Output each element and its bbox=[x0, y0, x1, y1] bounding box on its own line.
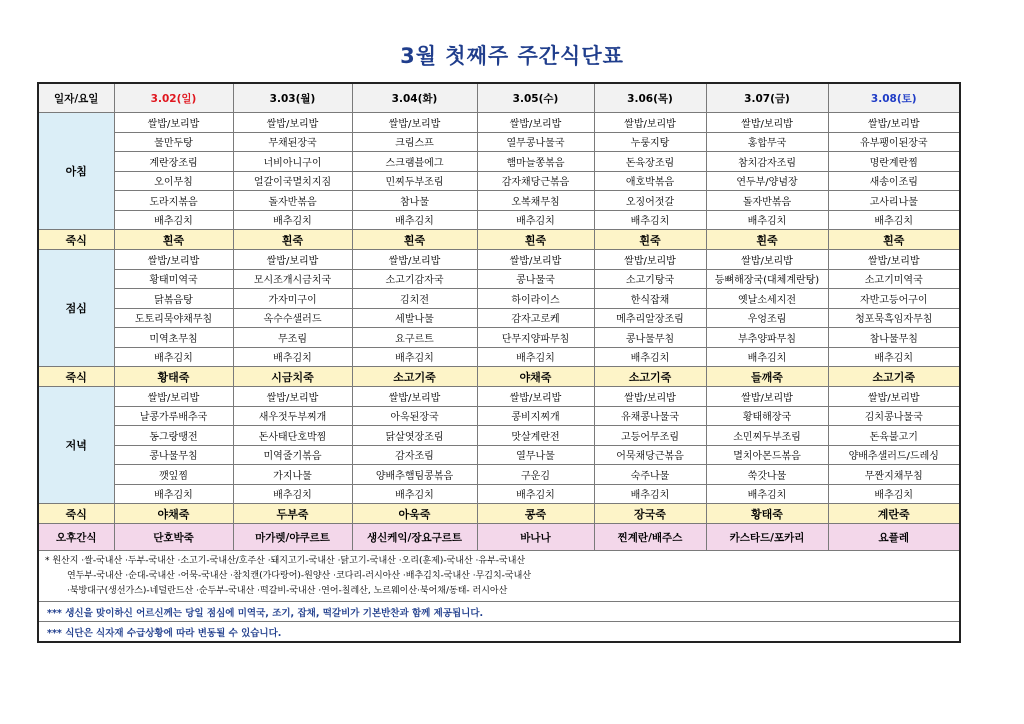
menu-cell: 감자조림 bbox=[352, 445, 477, 465]
menu-cell: 배추김치 bbox=[828, 347, 960, 367]
menu-cell: 감자채당근볶음 bbox=[477, 171, 594, 191]
breakfast-row bbox=[38, 113, 960, 133]
breakfast-row bbox=[38, 171, 960, 191]
breakfast-row bbox=[38, 191, 960, 211]
menu-cell: 콩나물무침 bbox=[114, 445, 233, 465]
menu-cell: 쌀밥/보리밥 bbox=[477, 387, 594, 407]
menu-cell: 요구르트 bbox=[352, 328, 477, 348]
menu-cell: 쌀밥/보리밥 bbox=[114, 250, 233, 270]
menu-cell: 세발나물 bbox=[352, 308, 477, 328]
menu-cell: 하이라이스 bbox=[477, 289, 594, 309]
menu-cell: 오이무침 bbox=[114, 171, 233, 191]
menu-cell: 소고기미역국 bbox=[828, 269, 960, 289]
menu-cell: 쌀밥/보리밥 bbox=[477, 250, 594, 270]
menu-cell: 가지나물 bbox=[233, 465, 352, 485]
menu-cell: 김치전 bbox=[352, 289, 477, 309]
menu-cell: 맛살계란전 bbox=[477, 426, 594, 446]
porridge-cell: 흰죽 bbox=[594, 230, 706, 250]
porridge-cell: 흰죽 bbox=[352, 230, 477, 250]
menu-cell: 배추김치 bbox=[594, 484, 706, 504]
snack-cell: 생신케익/장요구르트 bbox=[352, 524, 477, 551]
dinner-row bbox=[38, 445, 960, 465]
breakfast-row bbox=[38, 210, 960, 230]
dinner-row bbox=[38, 484, 960, 504]
porridge-cell: 장국죽 bbox=[594, 504, 706, 524]
menu-cell: 무짠지채무침 bbox=[828, 465, 960, 485]
menu-cell: 우엉조림 bbox=[706, 308, 828, 328]
lunch-label: 점심 bbox=[38, 250, 114, 367]
menu-cell: 단무지양파무침 bbox=[477, 328, 594, 348]
menu-cell: 쌀밥/보리밥 bbox=[114, 113, 233, 133]
menu-cell: 배추김치 bbox=[706, 484, 828, 504]
menu-cell: 숙주나물 bbox=[594, 465, 706, 485]
porridge-row bbox=[38, 230, 960, 250]
dinner-label: 저녁 bbox=[38, 387, 114, 504]
note-text: *** 식단은 식자재 수급상황에 따라 변동될 수 있습니다. bbox=[38, 622, 960, 643]
menu-cell: 배추김치 bbox=[828, 210, 960, 230]
menu-cell: 콩나물무침 bbox=[594, 328, 706, 348]
breakfast-row bbox=[38, 152, 960, 172]
snack-cell: 바나나 bbox=[477, 524, 594, 551]
porridge-row bbox=[38, 367, 960, 387]
menu-cell: 배추김치 bbox=[477, 484, 594, 504]
porridge-row bbox=[38, 504, 960, 524]
porridge-cell: 흰죽 bbox=[114, 230, 233, 250]
porridge-cell: 흰죽 bbox=[477, 230, 594, 250]
menu-cell: 배추김치 bbox=[114, 210, 233, 230]
menu-cell: 배추김치 bbox=[114, 484, 233, 504]
day-header: 3.07(금) bbox=[706, 83, 828, 113]
day-header: 3.04(화) bbox=[352, 83, 477, 113]
porridge-cell: 소고기죽 bbox=[594, 367, 706, 387]
porridge-cell: 아욱죽 bbox=[352, 504, 477, 524]
menu-cell: 소민찌두부조림 bbox=[706, 426, 828, 446]
menu-cell: 쌀밥/보리밥 bbox=[594, 250, 706, 270]
menu-cell: 옥수수샐러드 bbox=[233, 308, 352, 328]
menu-cell: 쌀밥/보리밥 bbox=[594, 387, 706, 407]
page-title: 3월 첫째주 주간식단표 bbox=[400, 44, 624, 68]
menu-cell: 쌀밥/보리밥 bbox=[828, 250, 960, 270]
snack-row bbox=[38, 524, 960, 551]
menu-cell: 연두부/양념장 bbox=[706, 171, 828, 191]
menu-cell: 쌀밥/보리밥 bbox=[233, 250, 352, 270]
header-row bbox=[38, 83, 960, 113]
dinner-row bbox=[38, 465, 960, 485]
lunch-row bbox=[38, 328, 960, 348]
menu-cell: 부추양파무침 bbox=[706, 328, 828, 348]
porridge-label: 죽식 bbox=[38, 367, 114, 387]
porridge-label: 죽식 bbox=[38, 230, 114, 250]
lunch-row bbox=[38, 289, 960, 309]
menu-cell: 쌀밥/보리밥 bbox=[706, 387, 828, 407]
menu-cell: 새우젓두부찌개 bbox=[233, 406, 352, 426]
porridge-cell: 콩죽 bbox=[477, 504, 594, 524]
origin-notes bbox=[38, 551, 960, 602]
menu-cell: 쌀밥/보리밥 bbox=[352, 387, 477, 407]
lunch-row bbox=[38, 308, 960, 328]
menu-cell: 청포묵흑임자무침 bbox=[828, 308, 960, 328]
porridge-cell: 황태죽 bbox=[706, 504, 828, 524]
menu-cell: 멸치아몬드볶음 bbox=[706, 445, 828, 465]
lunch-row bbox=[38, 347, 960, 367]
menu-cell: 열무콩나물국 bbox=[477, 132, 594, 152]
menu-cell: 가자미구이 bbox=[233, 289, 352, 309]
menu-cell: 콩비지찌개 bbox=[477, 406, 594, 426]
menu-cell: 쌀밥/보리밥 bbox=[828, 113, 960, 133]
menu-cell: 배추김치 bbox=[706, 210, 828, 230]
menu-cell: 물만두탕 bbox=[114, 132, 233, 152]
menu-cell: 돈육불고기 bbox=[828, 426, 960, 446]
note-text: *** 생신을 맞이하신 어르신께는 당일 점심에 미역국, 조기, 잡채, 떡갈비가 기본반찬과 함께 제공됩니다. bbox=[38, 602, 960, 622]
porridge-cell: 들깨죽 bbox=[706, 367, 828, 387]
date-day-header: 일자/요일 bbox=[38, 83, 114, 113]
porridge-cell: 야채죽 bbox=[114, 504, 233, 524]
menu-cell: 배추김치 bbox=[352, 484, 477, 504]
day-header: 3.05(수) bbox=[477, 83, 594, 113]
menu-cell: 애호박볶음 bbox=[594, 171, 706, 191]
menu-cell: 배추김치 bbox=[352, 210, 477, 230]
menu-cell: 쌀밥/보리밥 bbox=[477, 113, 594, 133]
menu-cell: 민찌두부조림 bbox=[352, 171, 477, 191]
origin-row bbox=[38, 551, 960, 602]
menu-cell: 배추김치 bbox=[352, 347, 477, 367]
menu-cell: 자반고등어구이 bbox=[828, 289, 960, 309]
menu-cell: 돌자반볶음 bbox=[706, 191, 828, 211]
menu-cell: 감자고로케 bbox=[477, 308, 594, 328]
menu-cell: 유채콩나물국 bbox=[594, 406, 706, 426]
menu-cell: 구운김 bbox=[477, 465, 594, 485]
menu-cell: 열무나물 bbox=[477, 445, 594, 465]
menu-cell: 미역줄기볶음 bbox=[233, 445, 352, 465]
menu-cell: 돌자반볶음 bbox=[233, 191, 352, 211]
origin-line: * 원산지 ·쌀-국내산 ·두부-국내산 ·소고기-국내산/호주산 ·돼지고기-국내산 ·닭고기-국내산 ·오리(훈제)-국내산 ·유부-국내산 bbox=[45, 556, 526, 566]
lunch-row bbox=[38, 269, 960, 289]
menu-cell: 쌀밥/보리밥 bbox=[352, 113, 477, 133]
menu-cell: 배추김치 bbox=[114, 347, 233, 367]
menu-cell: 홍합무국 bbox=[706, 132, 828, 152]
day-header: 3.08(토) bbox=[828, 83, 960, 113]
menu-cell: 누룽지탕 bbox=[594, 132, 706, 152]
porridge-cell: 시금치죽 bbox=[233, 367, 352, 387]
menu-cell: 크림스프 bbox=[352, 132, 477, 152]
menu-cell: 유부팽이된장국 bbox=[828, 132, 960, 152]
snack-cell: 마가렛/야쿠르트 bbox=[233, 524, 352, 551]
menu-cell: 무조림 bbox=[233, 328, 352, 348]
menu-cell: 양배추햄팀콩볶음 bbox=[352, 465, 477, 485]
porridge-cell: 야채죽 bbox=[477, 367, 594, 387]
note-row bbox=[38, 602, 960, 622]
menu-cell: 쌀밥/보리밥 bbox=[233, 387, 352, 407]
menu-cell: 아욱된장국 bbox=[352, 406, 477, 426]
menu-cell: 도토리묵야채무침 bbox=[114, 308, 233, 328]
porridge-cell: 흰죽 bbox=[828, 230, 960, 250]
menu-cell: 오징어젓갈 bbox=[594, 191, 706, 211]
menu-cell: 스크램블에그 bbox=[352, 152, 477, 172]
menu-cell: 배추김치 bbox=[706, 347, 828, 367]
menu-cell: 너비아니구이 bbox=[233, 152, 352, 172]
porridge-cell: 흰죽 bbox=[706, 230, 828, 250]
menu-cell: 배추김치 bbox=[594, 210, 706, 230]
day-header: 3.06(목) bbox=[594, 83, 706, 113]
dinner-row bbox=[38, 387, 960, 407]
dinner-row bbox=[38, 426, 960, 446]
menu-cell: 계란장조림 bbox=[114, 152, 233, 172]
menu-cell: 닭볶음탕 bbox=[114, 289, 233, 309]
origin-line: ·북방대구(생선가스)-네덜란드산 ·순두부-국내산 ·떡갈비-국내산 ·연어-칠레산, 노르웨이산·북어채/동태- 러시아산 bbox=[67, 586, 508, 596]
porridge-cell: 계란죽 bbox=[828, 504, 960, 524]
menu-cell: 쌀밥/보리밥 bbox=[594, 113, 706, 133]
menu-cell: 쌀밥/보리밥 bbox=[233, 113, 352, 133]
note-row bbox=[38, 622, 960, 643]
menu-cell: 새송이조림 bbox=[828, 171, 960, 191]
menu-cell: 얼갈이국멸치지짐 bbox=[233, 171, 352, 191]
menu-cell: 한식잡채 bbox=[594, 289, 706, 309]
menu-cell: 고등어무조림 bbox=[594, 426, 706, 446]
menu-cell: 배추김치 bbox=[477, 210, 594, 230]
menu-cell: 양배추샐러드/드레싱 bbox=[828, 445, 960, 465]
menu-cell: 소고기감자국 bbox=[352, 269, 477, 289]
breakfast-row bbox=[38, 132, 960, 152]
menu-cell: 돈사태단호박찜 bbox=[233, 426, 352, 446]
menu-cell: 배추김치 bbox=[594, 347, 706, 367]
day-header: 3.02(일) bbox=[114, 83, 233, 113]
snack-cell: 요플레 bbox=[828, 524, 960, 551]
dinner-row bbox=[38, 406, 960, 426]
menu-cell: 쌀밥/보리밥 bbox=[706, 113, 828, 133]
origin-line: 연두부-국내산 ·순대-국내산 ·어묵-국내산 ·참치캔(가다랑어)-원양산 ·코다리-러시아산 ·배추김치-국내산 ·무김치-국내산 bbox=[67, 571, 532, 581]
menu-cell: 무채된장국 bbox=[233, 132, 352, 152]
porridge-cell: 두부죽 bbox=[233, 504, 352, 524]
menu-cell: 모시조개시금치국 bbox=[233, 269, 352, 289]
menu-cell: 명란계란찜 bbox=[828, 152, 960, 172]
menu-cell: 등뼈해장국(대체계란탕) bbox=[706, 269, 828, 289]
menu-cell: 고사리나물 bbox=[828, 191, 960, 211]
lunch-row bbox=[38, 250, 960, 270]
day-header: 3.03(월) bbox=[233, 83, 352, 113]
porridge-cell: 소고기죽 bbox=[352, 367, 477, 387]
menu-cell: 배추김치 bbox=[477, 347, 594, 367]
menu-cell: 쌀밥/보리밥 bbox=[114, 387, 233, 407]
menu-cell: 배추김치 bbox=[233, 210, 352, 230]
porridge-cell: 소고기죽 bbox=[828, 367, 960, 387]
menu-cell: 미역초무침 bbox=[114, 328, 233, 348]
menu-cell: 쌀밥/보리밥 bbox=[828, 387, 960, 407]
menu-cell: 황태미역국 bbox=[114, 269, 233, 289]
menu-cell: 배추김치 bbox=[828, 484, 960, 504]
weekly-menu-table bbox=[37, 82, 961, 643]
menu-cell: 쌀밥/보리밥 bbox=[352, 250, 477, 270]
menu-cell: 깻잎찜 bbox=[114, 465, 233, 485]
menu-cell: 쑥갓나물 bbox=[706, 465, 828, 485]
menu-cell: 배추김치 bbox=[233, 484, 352, 504]
porridge-cell: 흰죽 bbox=[233, 230, 352, 250]
snack-cell: 찐계란/배주스 bbox=[594, 524, 706, 551]
menu-cell: 쌀밥/보리밥 bbox=[706, 250, 828, 270]
menu-cell: 소고기탕국 bbox=[594, 269, 706, 289]
menu-cell: 참나물 bbox=[352, 191, 477, 211]
menu-cell: 어묵채당근볶음 bbox=[594, 445, 706, 465]
menu-cell: 돈육장조림 bbox=[594, 152, 706, 172]
menu-cell: 도라지볶음 bbox=[114, 191, 233, 211]
menu-cell: 참치감자조림 bbox=[706, 152, 828, 172]
snack-cell: 카스타드/포카리 bbox=[706, 524, 828, 551]
menu-cell: 옛날소세지전 bbox=[706, 289, 828, 309]
menu-cell: 콩나물국 bbox=[477, 269, 594, 289]
menu-cell: 배추김치 bbox=[233, 347, 352, 367]
breakfast-label: 아침 bbox=[38, 113, 114, 230]
menu-cell: 메추리알장조림 bbox=[594, 308, 706, 328]
porridge-cell: 황태죽 bbox=[114, 367, 233, 387]
menu-cell: 김치콩나물국 bbox=[828, 406, 960, 426]
porridge-label: 죽식 bbox=[38, 504, 114, 524]
menu-cell: 햄마늘쫑볶음 bbox=[477, 152, 594, 172]
menu-cell: 오복채무침 bbox=[477, 191, 594, 211]
menu-cell: 황태해장국 bbox=[706, 406, 828, 426]
menu-cell: 참나물무침 bbox=[828, 328, 960, 348]
menu-cell: 날콩가루배추국 bbox=[114, 406, 233, 426]
snack-cell: 단호박죽 bbox=[114, 524, 233, 551]
snack-label: 오후간식 bbox=[38, 524, 114, 551]
menu-cell: 동그랑땡전 bbox=[114, 426, 233, 446]
menu-cell: 닭살엿장조림 bbox=[352, 426, 477, 446]
